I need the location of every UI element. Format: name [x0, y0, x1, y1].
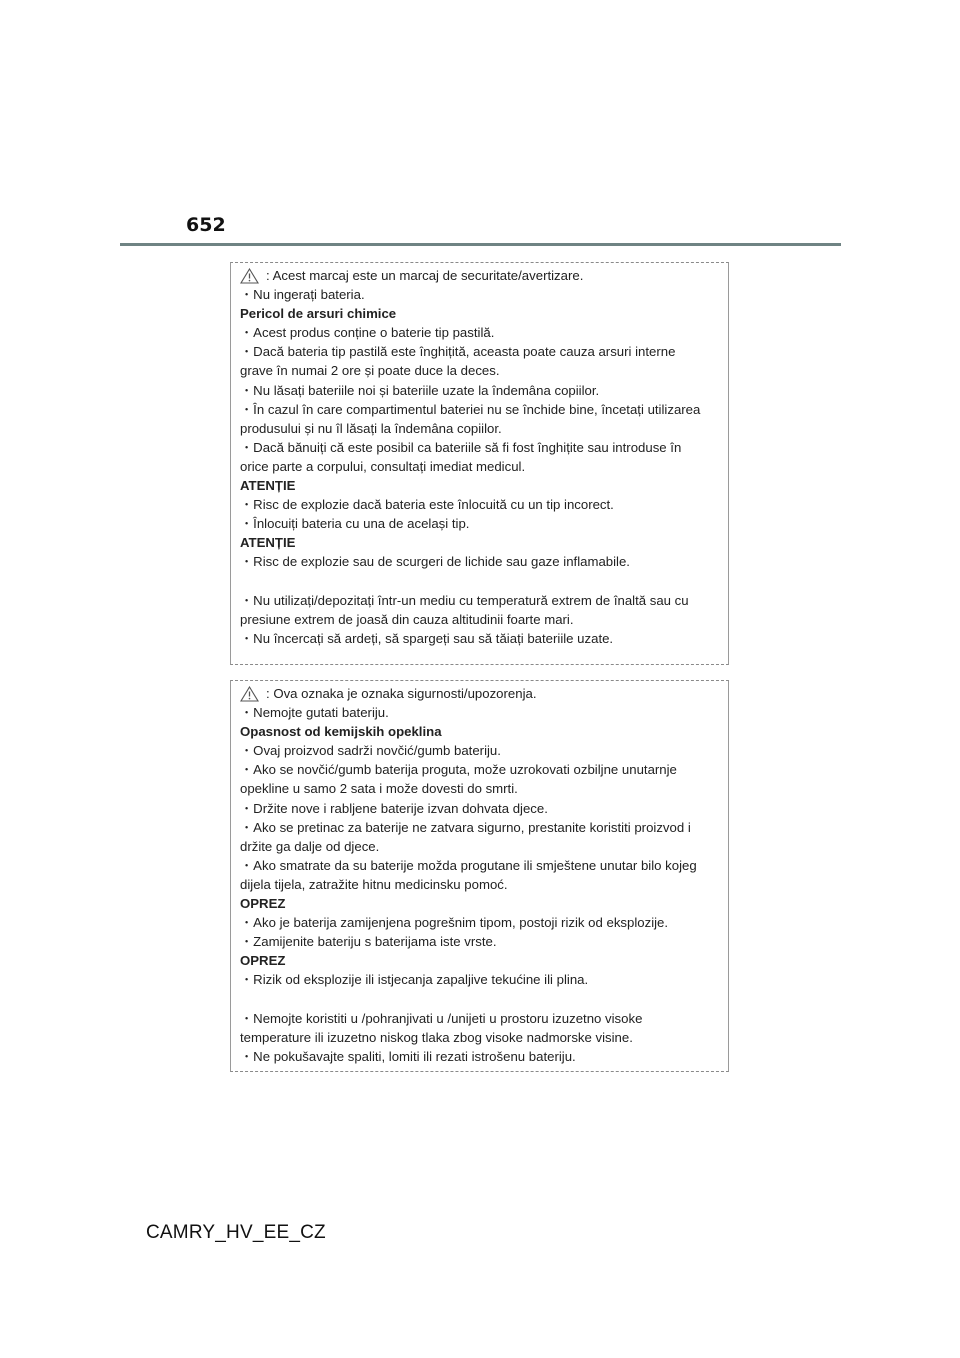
- warning-triangle-icon: [240, 268, 259, 284]
- section-heading: Opasnost od kemijskih opeklina: [240, 724, 442, 740]
- text-line: ・Držite nove i rabljene baterije izvan dohvata djece.: [240, 800, 548, 816]
- section-heading: Pericol de arsuri chimice: [240, 306, 397, 322]
- text-line: ・Ako se pretinac za baterije ne zatvara sigurno, prestanite koristiti proizvod i: [240, 819, 691, 835]
- text-line: ・Ako je baterija zamijenjena pogrešnim tipom, postoji rizik od eksplozije.: [240, 915, 669, 931]
- blank-line: [240, 572, 720, 591]
- text-line: ・Nemojte gutati bateriju.: [240, 705, 389, 721]
- romanian-warning-box: [230, 262, 729, 665]
- notice-lines: [240, 703, 720, 1066]
- text-line: ・Nu utilizați/depozitați într-un mediu cu temperatură extrem de înaltă sau cu: [240, 592, 689, 608]
- symbol-description: : Acest marcaj este un marcaj de securitate/avertizare.: [266, 268, 584, 283]
- text-line: držite ga dalje od djece.: [240, 838, 380, 854]
- text-line: dijela tijela, zatražite hitnu medicinsku pomoć.: [240, 876, 508, 892]
- section-heading: OPREZ: [240, 953, 286, 969]
- section-heading: ATENȚIE: [240, 535, 296, 551]
- text-line: ・Ne pokušavajte spaliti, lomiti ili rezati istrošenu bateriju.: [240, 1048, 576, 1064]
- text-line: ・Ako se novčić/gumb baterija proguta, može uzrokovati ozbiljne unutarnje: [240, 762, 677, 778]
- text-line: ・Zamijenite bateriju s baterijama iste vrste.: [240, 934, 497, 950]
- page-number: 652: [186, 214, 226, 236]
- text-line: ・Dacă bănuiți că este posibil ca bateriile să fi fost înghițite sau introduse în: [240, 439, 682, 455]
- text-line: ・Nemojte koristiti u /pohranjivati u /unijeti u prostoru izuzetno visoke: [240, 1010, 643, 1026]
- text-line: grave în numai 2 ore și poate duce la deces.: [240, 363, 500, 379]
- croatian-warning-box: [230, 680, 729, 1072]
- text-line: ・Nu ingerați bateria.: [240, 287, 365, 303]
- text-line: ・Risc de explozie sau de scurgeri de lichide sau gaze inflamabile.: [240, 554, 630, 570]
- symbol-row: [240, 266, 720, 285]
- text-line: ・Acest produs conține o baterie tip pastilă.: [240, 325, 495, 341]
- text-line: ・În cazul în care compartimentul bateriei nu se închide bine, încetați utilizarea: [240, 401, 701, 417]
- text-line: ・Înlocuiți bateria cu una de același tip.: [240, 516, 470, 532]
- symbol-row: [240, 684, 720, 703]
- text-line: ・Nu lăsați bateriile noi și bateriile uzate la îndemâna copiilor.: [240, 382, 600, 398]
- header-rule: [120, 243, 841, 246]
- warning-triangle-icon: [240, 686, 259, 702]
- text-line: presiune extrem de joasă din cauza altitudinii foarte mari.: [240, 611, 574, 627]
- section-heading: ATENȚIE: [240, 478, 296, 494]
- blank-line: [240, 990, 720, 1009]
- text-line: ・Risc de explozie dacă bateria este înlocuită cu un tip incorect.: [240, 497, 614, 513]
- notice-lines: [240, 285, 720, 648]
- text-line: temperature ili izuzetno niskog tlaka zbog visoke nadmorske visine.: [240, 1029, 633, 1045]
- text-line: orice parte a corpului, consultați imediat medicul.: [240, 458, 526, 474]
- text-line: opekline u samo 2 sata i može dovesti do smrti.: [240, 781, 518, 797]
- text-line: produsului și nu îl lăsați la îndemâna copiilor.: [240, 420, 502, 436]
- text-line: ・Nu încercați să ardeți, să spargeți sau să tăiați bateriile uzate.: [240, 630, 614, 646]
- text-line: ・Rizik od eksplozije ili istjecanja zapaljive tekućine ili plina.: [240, 972, 589, 988]
- text-line: ・Dacă bateria tip pastilă este înghițită, aceasta poate cauza arsuri interne: [240, 344, 676, 360]
- section-heading: OPREZ: [240, 896, 286, 912]
- document-code: CAMRY_HV_EE_CZ: [146, 1222, 326, 1243]
- text-line: ・Ovaj proizvod sadrži novčić/gumb bateriju.: [240, 743, 501, 759]
- symbol-description: : Ova oznaka je oznaka sigurnosti/upozorenja.: [266, 686, 537, 701]
- text-line: ・Ako smatrate da su baterije možda progutane ili smještene unutar bilo kojeg: [240, 857, 697, 873]
